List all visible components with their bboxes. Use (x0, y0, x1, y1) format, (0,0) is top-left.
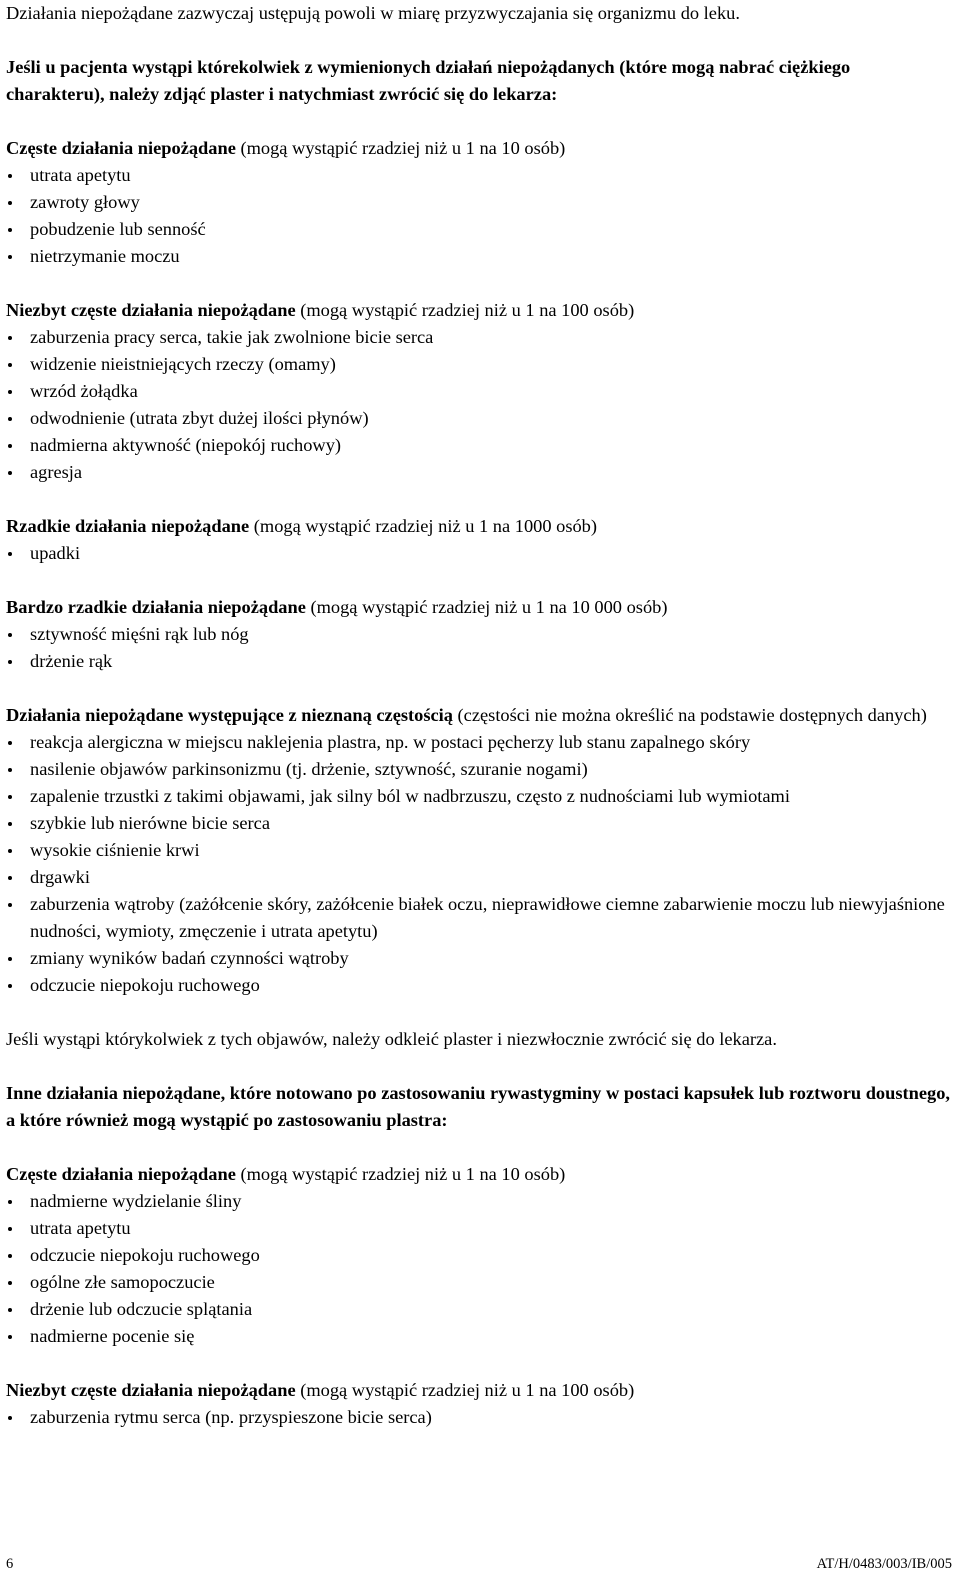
section-title-rate: (mogą wystąpić rzadziej niż u 1 na 10 000 osób) (305, 597, 668, 617)
section-title-rate: (mogą wystąpić rzadziej niż u 1 na 1000 osób) (249, 516, 597, 536)
other-side-effects (6, 1161, 950, 1431)
list-item: nasilenie objawów parkinsonizmu (tj. drżenie, sztywność, szuranie nogami) (6, 756, 950, 783)
side-effect-list (6, 621, 950, 675)
list-item: nadmierna aktywność (niepokój ruchowy) (6, 432, 950, 459)
list-item: utrata apetytu (6, 1215, 950, 1242)
frequency-section (6, 297, 950, 486)
list-item: zaburzenia pracy serca, takie jak zwolnione bicie serca (6, 324, 950, 351)
spacer (6, 270, 950, 297)
list-item: nadmierne wydzielanie śliny (6, 1188, 950, 1215)
list-item: zaburzenia wątroby (zażółcenie skóry, zażółcenie białek oczu, nieprawidłowe ciemne zabarwienie moczu lub niewyjaśnione nudności, wymioty, zmęczenie i utrata apetytu) (6, 891, 950, 945)
list-item: nadmierne pocenie się (6, 1323, 950, 1350)
section-title-rate: (mogą wystąpić rzadziej niż u 1 na 100 osób) (295, 1380, 635, 1400)
list-item: utrata apetytu (6, 162, 950, 189)
list-item: pobudzenie lub senność (6, 216, 950, 243)
frequency-section (6, 594, 950, 675)
list-item: zapalenie trzustki z takimi objawami, jak silny ból w nadbrzuszu, często z nudnościami lub wymiotami (6, 783, 950, 810)
section-title-frequency: Bardzo rzadkie działania niepożądane (6, 597, 306, 617)
document-page (6, 0, 950, 1431)
warning-heading: Jeśli u pacjenta wystąpi którekolwiek z wymienionych działań niepożądanych (które mogą nabrać ciężkiego charakteru), należy zdjąć plaster i natychmiast zwrócić się do lekarza: (6, 57, 851, 104)
section-title-rate: (częstości nie można określić na podstawie dostępnych danych) (452, 705, 927, 725)
frequency-section (6, 135, 950, 270)
list-item: drżenie rąk (6, 648, 950, 675)
section-title (6, 135, 950, 162)
section-title-rate: (mogą wystąpić rzadziej niż u 1 na 10 osób) (235, 138, 566, 158)
section-title (6, 297, 950, 324)
section-title (6, 702, 950, 729)
section-title-frequency: Niezbyt częste działania niepożądane (6, 1380, 296, 1400)
list-item: zaburzenia rytmu serca (np. przyspieszone bicie serca) (6, 1404, 950, 1431)
list-item: odczucie niepokoju ruchowego (6, 1242, 950, 1269)
spacer (6, 486, 950, 513)
list-item: szybkie lub nierówne bicie serca (6, 810, 950, 837)
section-title (6, 1161, 950, 1188)
list-item: reakcja alergiczna w miejscu naklejenia plastra, np. w postaci pęcherzy lub stanu zapalnego skóry (6, 729, 950, 756)
spacer (6, 999, 950, 1026)
side-effect-list (6, 729, 950, 999)
list-item: sztywność mięśni rąk lub nóg (6, 621, 950, 648)
section-title (6, 1377, 950, 1404)
list-item: wysokie ciśnienie krwi (6, 837, 950, 864)
list-item: nietrzymanie moczu (6, 243, 950, 270)
side-effect-list (6, 162, 950, 270)
list-item: zawroty głowy (6, 189, 950, 216)
frequency-section (6, 1161, 950, 1350)
spacer (6, 1350, 950, 1377)
spacer (6, 1134, 950, 1161)
intro-text: Działania niepożądane zazwyczaj ustępują powoli w miarę przyzwyczajania się organizmu do leku. (6, 3, 740, 23)
spacer (6, 1053, 950, 1080)
list-item: ogólne złe samopoczucie (6, 1269, 950, 1296)
section-title-frequency: Częste działania niepożądane (6, 1164, 236, 1184)
list-item: upadki (6, 540, 950, 567)
section-title-frequency: Częste działania niepożądane (6, 138, 236, 158)
frequency-section (6, 702, 950, 999)
frequency-section (6, 1377, 950, 1431)
side-effect-list (6, 540, 950, 567)
section-title-frequency: Działania niepożądane występujące z nieznaną częstością (6, 705, 453, 725)
list-item: drgawki (6, 864, 950, 891)
document-code: AT/H/0483/003/IB/005 (816, 1556, 952, 1572)
patch-side-effects (6, 135, 950, 1026)
section-title-rate: (mogą wystąpić rzadziej niż u 1 na 100 osób) (295, 300, 635, 320)
list-item: drżenie lub odczucie splątania (6, 1296, 950, 1323)
other-effects-heading: Inne działania niepożądane, które notowano po zastosowaniu rywastygminy w postaci kapsułek lub roztworu doustnego, a które również mogą wystąpić po zastosowaniu plastra: (6, 1083, 951, 1130)
section-title (6, 513, 950, 540)
spacer (6, 567, 950, 594)
section-title-frequency: Niezbyt częste działania niepożądane (6, 300, 296, 320)
side-effect-list (6, 1404, 950, 1431)
section-title (6, 594, 950, 621)
spacer (6, 27, 950, 54)
page-number: 6 (6, 1556, 14, 1572)
spacer (6, 108, 950, 135)
section-title-frequency: Rzadkie działania niepożądane (6, 516, 250, 536)
list-item: zmiany wyników badań czynności wątroby (6, 945, 950, 972)
page-footer (6, 1552, 952, 1576)
list-item: widzenie nieistniejących rzeczy (omamy) (6, 351, 950, 378)
after-patch-instruction: Jeśli wystąpi którykolwiek z tych objawów, należy odkleić plaster i niezwłocznie zwrócić się do lekarza. (6, 1029, 777, 1049)
section-title-rate: (mogą wystąpić rzadziej niż u 1 na 10 osób) (235, 1164, 566, 1184)
side-effect-list (6, 1188, 950, 1350)
frequency-section (6, 513, 950, 567)
list-item: odczucie niepokoju ruchowego (6, 972, 950, 999)
list-item: agresja (6, 459, 950, 486)
side-effect-list (6, 324, 950, 486)
spacer (6, 675, 950, 702)
list-item: wrzód żołądka (6, 378, 950, 405)
list-item: odwodnienie (utrata zbyt dużej ilości płynów) (6, 405, 950, 432)
